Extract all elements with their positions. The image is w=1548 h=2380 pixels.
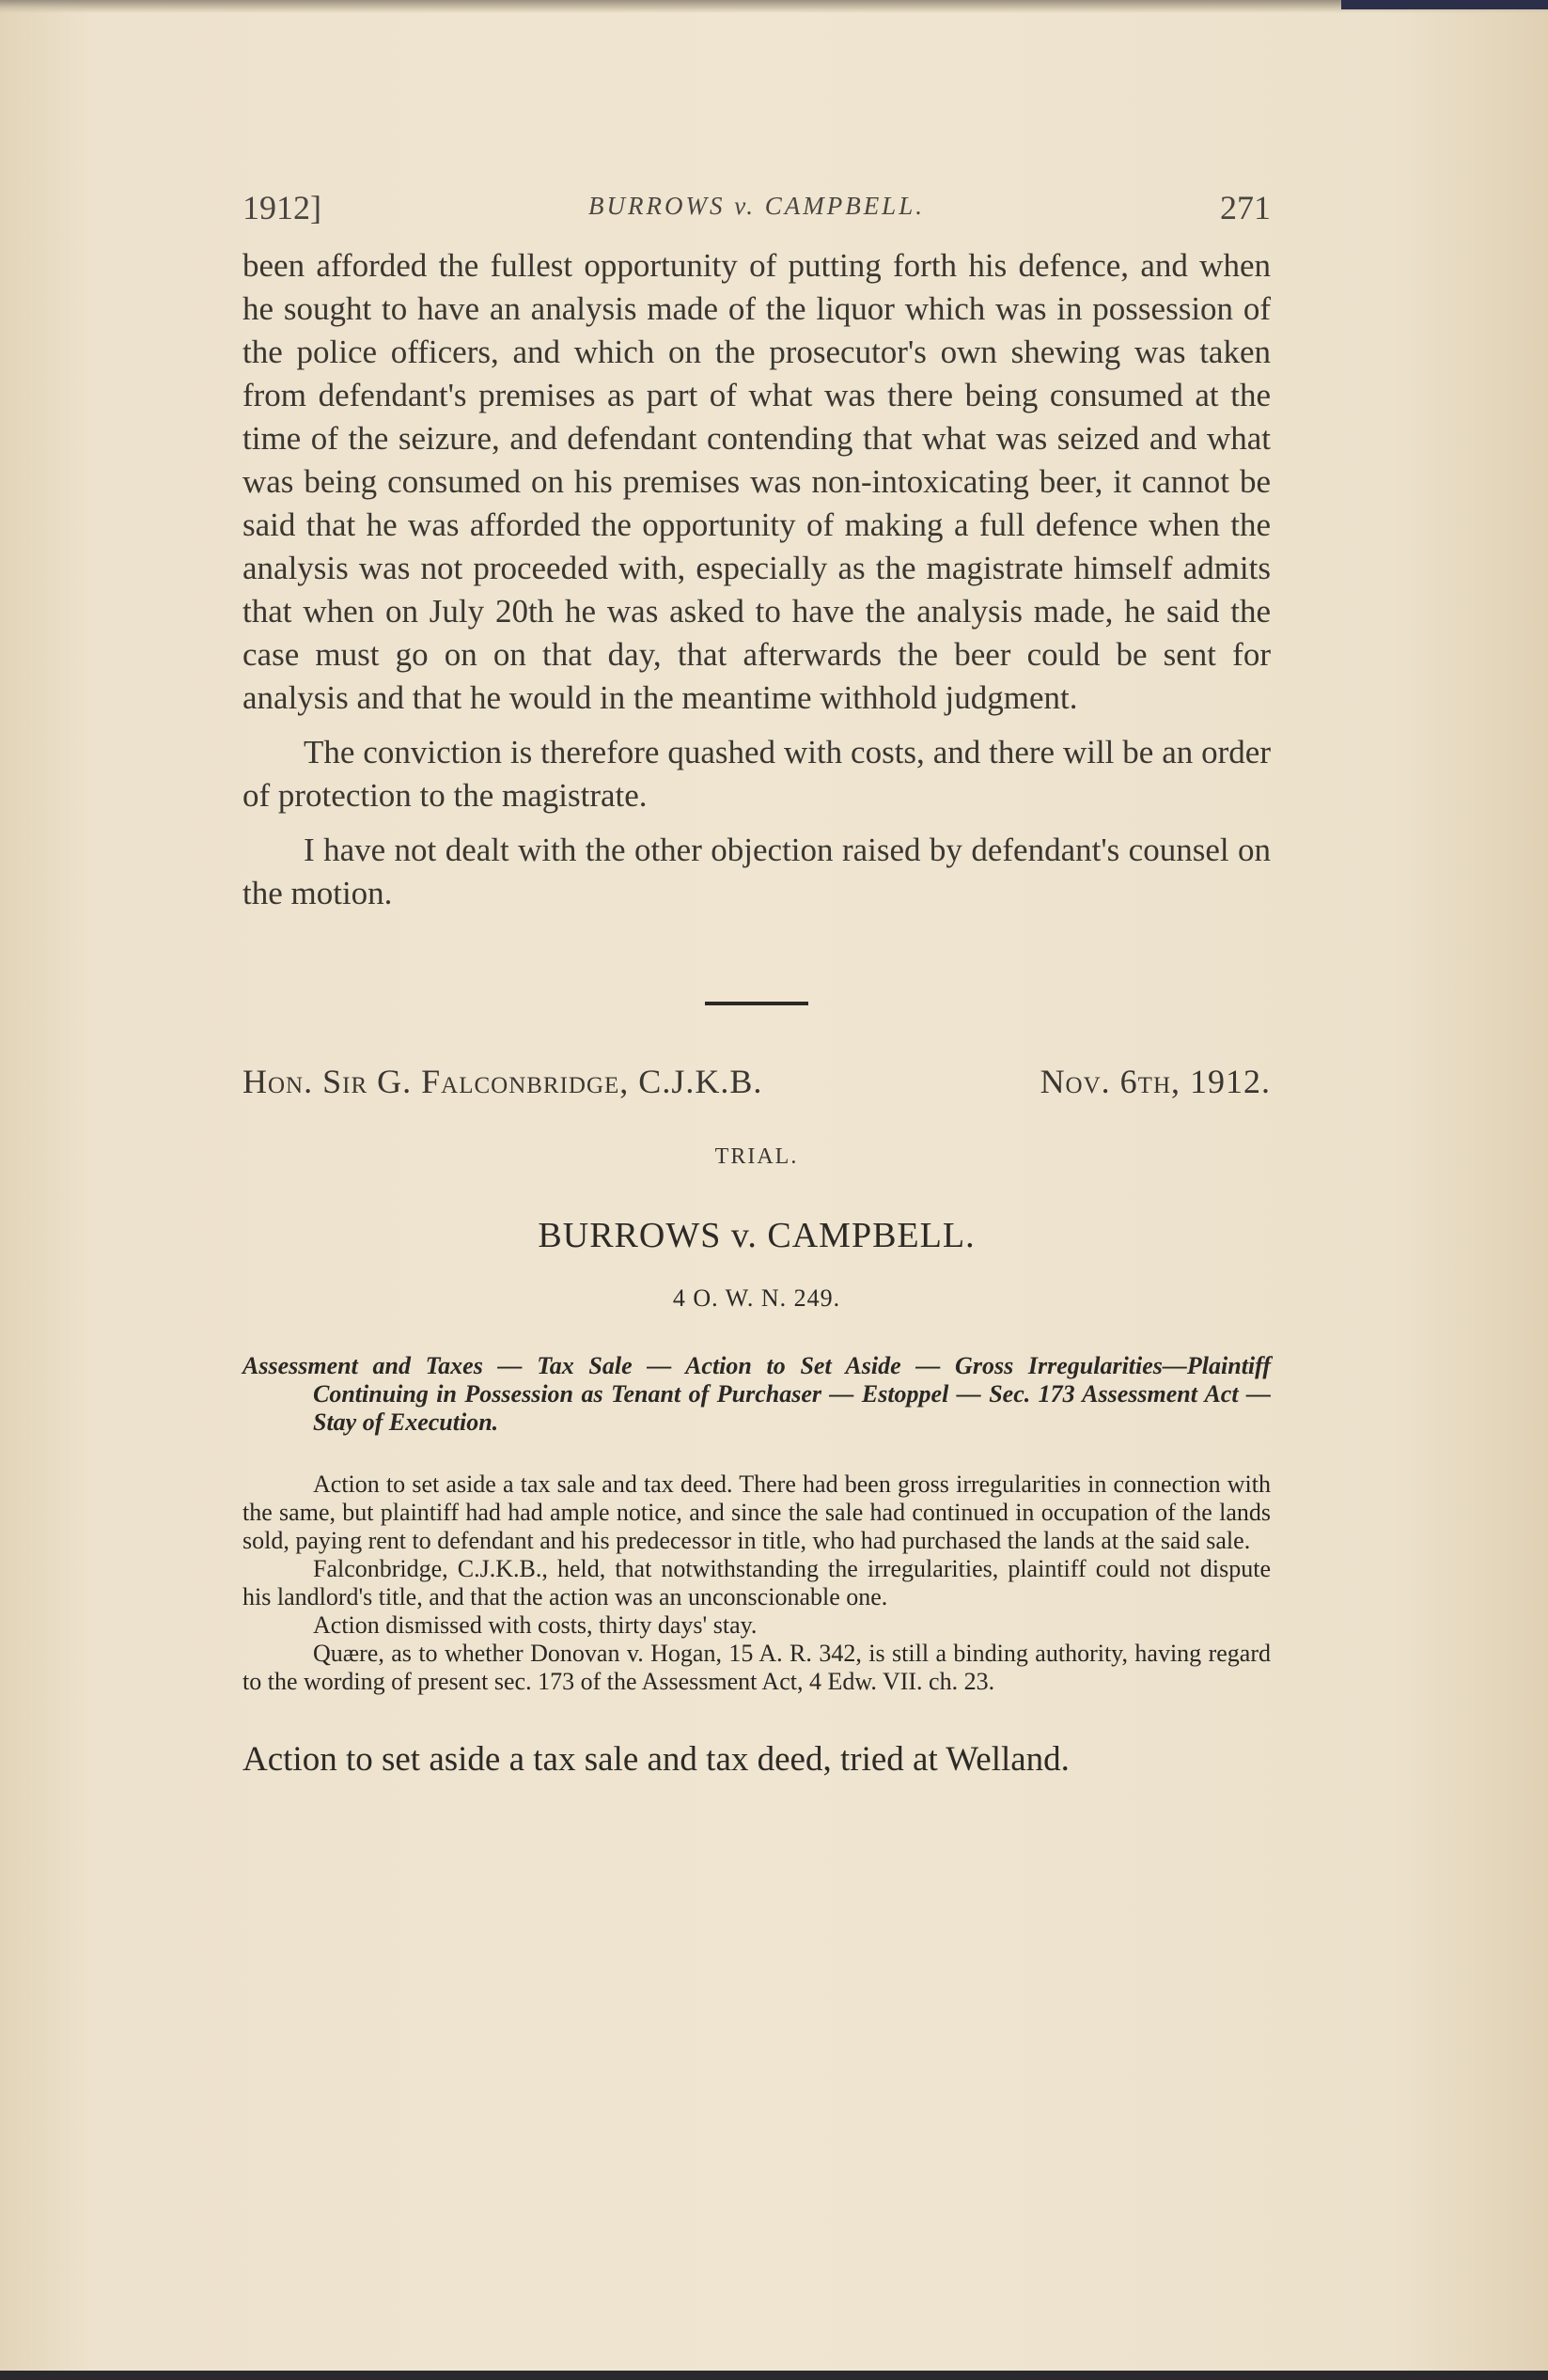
paragraph: I have not dealt with the other objection raised by defendant's counsel on the motion. xyxy=(242,832,1271,911)
page-top-edge xyxy=(0,0,1548,13)
judgment-text xyxy=(242,244,1271,915)
section-divider xyxy=(705,1002,808,1005)
paragraph: been afforded the fullest opportunity of putting forth his defence, and when he sought to have an analysis made of the liquor which was in possession of the police officers, and which on the prosecutor's own shewing was taken from defendant's premises as part of what was there being consumed at the time of the seizure, and defendant contending that what was seized and what was being consumed on his premises was non-intoxicating beer, it cannot be said that he was afforded the opportunity of making a full defence when the analysis was not proceeded with, especially as the magistrate himself admits that when on July 20th he was asked to have the analysis made, he said the case must go on on that day, that afterwards the beer could be sent for analysis and that he would in the meantime withhold judgment. xyxy=(242,247,1271,716)
judge-name: Hon. Sir G. Falconbridge, C.J.K.B. xyxy=(242,1063,763,1100)
book-cover-edge xyxy=(1341,0,1548,9)
headnote-paragraph: Falconbridge, C.J.K.B., held, that notwithstanding the irregularities, plaintiff could not dispute his landlord's title, and that the action was an unconscionable one. xyxy=(242,1555,1271,1610)
running-head-year: 1912] xyxy=(242,189,321,226)
running-head xyxy=(242,188,1271,235)
running-head-title: BURROWS v. CAMPBELL. xyxy=(588,192,925,220)
headnote-paragraph: Quære, as to whether Donovan v. Hogan, 15 A. R. 342, is still a binding authority, having regard to the wording of present sec. 173 of the Assessment Act, 4 Edw. VII. ch. 23. xyxy=(242,1640,1271,1695)
headnote-paragraph: Action to set aside a tax sale and tax deed. There had been gross irregularities in connection with the same, but plaintiff had had ample notice, and since the sale had continued in occupation of the lands sold, paying rent to defendant and his predecessor in title, who had purchased the lands at the said sale. xyxy=(242,1470,1271,1554)
opening-sentence: Action to set aside a tax sale and tax deed, tried at Welland. xyxy=(242,1740,1070,1779)
case-title: BURROWS v. CAMPBELL. xyxy=(538,1216,976,1255)
page-number: 271 xyxy=(1220,189,1271,226)
headnote-paragraph: Action dismissed with costs, thirty days' stay. xyxy=(313,1611,758,1639)
paragraph: The conviction is therefore quashed with costs, and there will be an order of protection to the magistrate. xyxy=(242,734,1271,814)
case-citation: 4 O. W. N. 249. xyxy=(672,1284,841,1312)
headnote-catchwords: Assessment and Taxes — Tax Sale — Action to Set Aside — Gross Irregularities—Plaintiff Continuing in Possession as Tenant of Purchaser — Estoppel — Sec. 173 Assessment Act — Stay of Execution. xyxy=(242,1352,1271,1436)
headnote xyxy=(242,1470,1271,1696)
page-bottom-edge xyxy=(0,2371,1548,2380)
page-content xyxy=(242,188,1271,1782)
judge-line xyxy=(242,1060,1271,1103)
section-label: TRIAL. xyxy=(714,1144,799,1169)
decision-date: Nov. 6th, 1912. xyxy=(1040,1063,1271,1100)
